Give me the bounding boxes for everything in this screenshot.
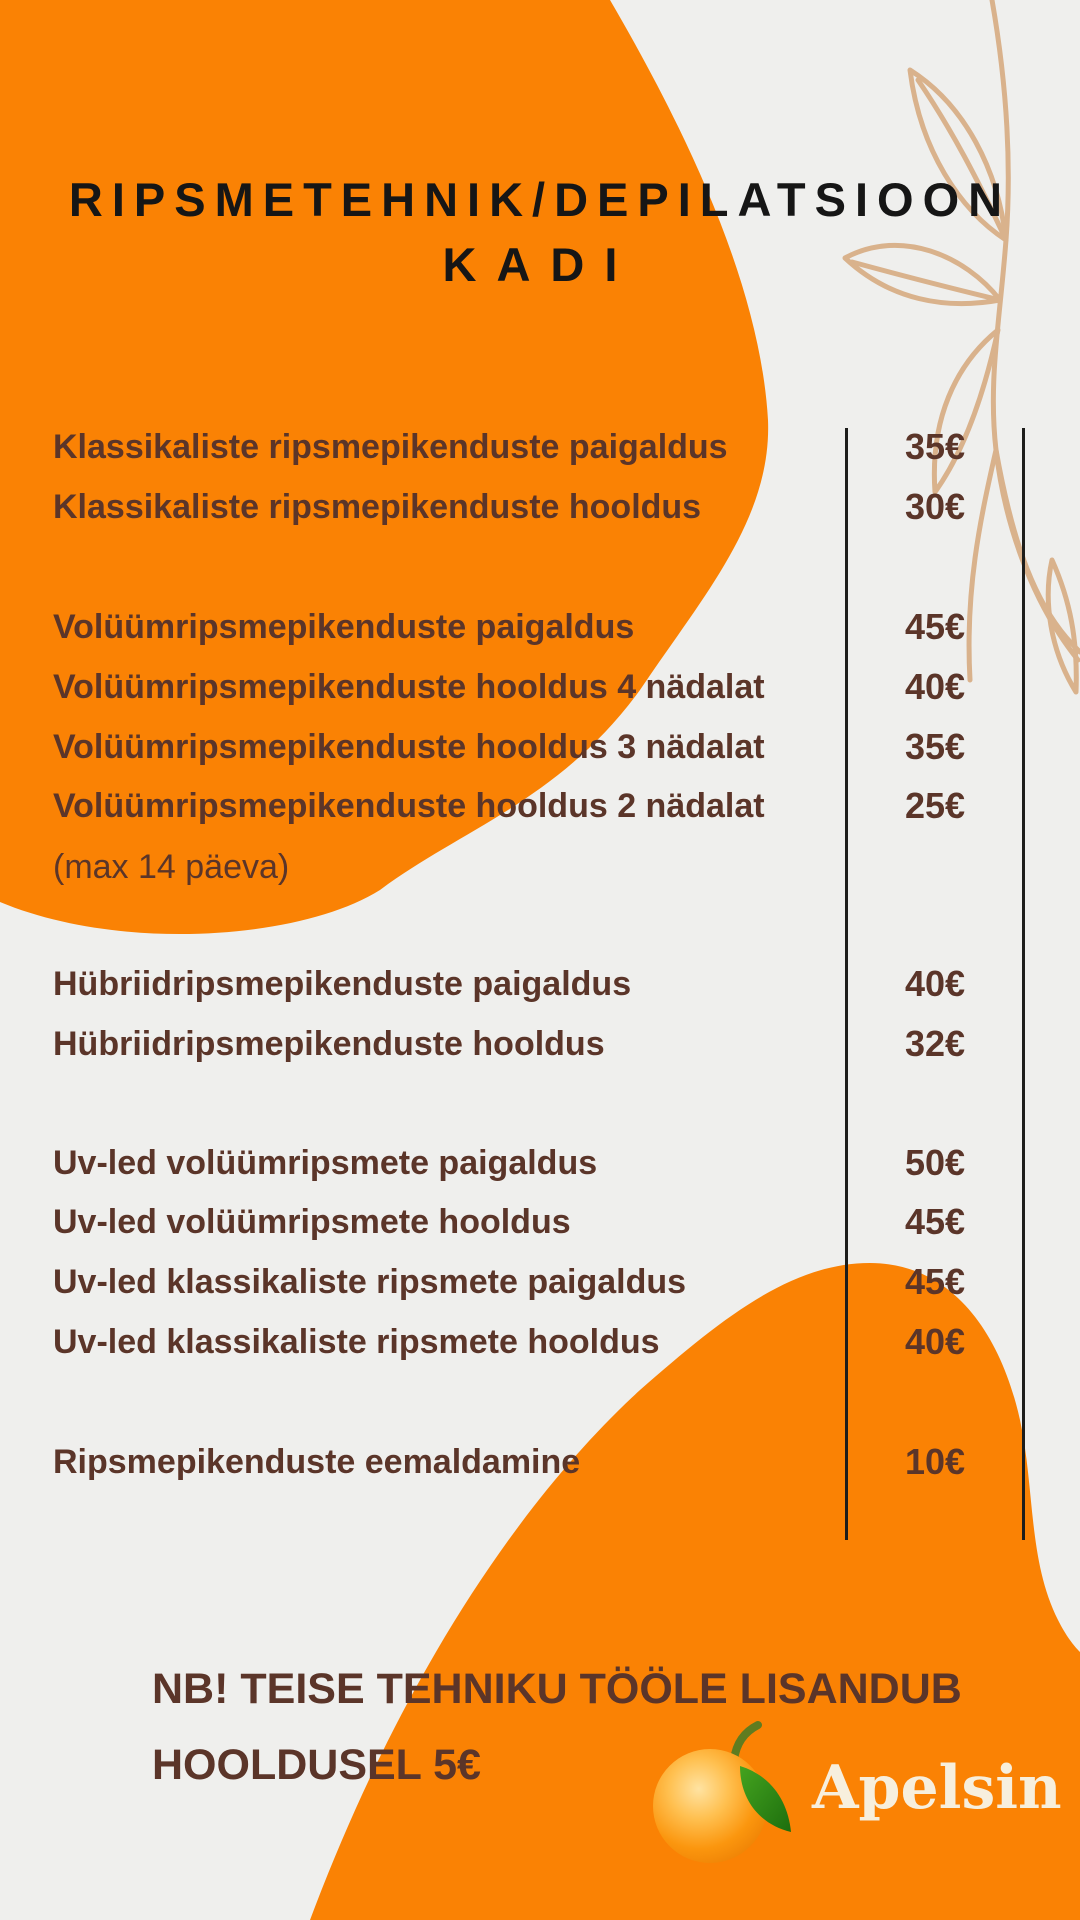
service-price: 50€	[904, 1142, 966, 1183]
service-label: Hübriidripsmepikenduste paigaldus	[53, 965, 632, 1003]
service-label: Volüümripsmepikenduste hooldus 3 nädalat	[53, 728, 765, 766]
service-price: 45€	[904, 1261, 966, 1302]
brand-name: Apelsin	[812, 1753, 1062, 1823]
service-price: 25€	[904, 785, 966, 826]
price-row	[0, 485, 1080, 529]
price-row	[0, 605, 1080, 649]
service-price: 35€	[904, 426, 966, 467]
price-row	[0, 725, 1080, 769]
service-label: Volüümripsmepikenduste hooldus 2 nädalat	[53, 787, 765, 825]
service-price: 40€	[904, 1321, 966, 1362]
price-row	[0, 425, 1080, 469]
footer-note-line-2: HOOLDUSEL 5€	[152, 1741, 481, 1789]
price-row	[0, 962, 1080, 1006]
service-price: 45€	[904, 1201, 966, 1242]
price-row	[0, 1022, 1080, 1066]
service-label: Hübriidripsmepikenduste hooldus	[53, 1025, 605, 1063]
service-label: Volüümripsmepikenduste hooldus 4 nädalat	[53, 668, 765, 706]
service-price: 45€	[904, 606, 966, 647]
service-label: Uv-led klassikaliste ripsmete paigaldus	[53, 1263, 687, 1301]
service-label: Uv-led volüümripsmete hooldus	[53, 1203, 571, 1241]
price-row	[0, 1141, 1080, 1185]
service-label: Uv-led klassikaliste ripsmete hooldus	[53, 1323, 660, 1361]
price-row	[0, 665, 1080, 709]
price-row	[0, 1200, 1080, 1244]
title-line-2: KADI	[442, 238, 638, 291]
service-price: 32€	[904, 1023, 966, 1064]
service-price: 40€	[904, 666, 966, 707]
footer-note-line-1: NB! TEISE TEHNIKU TÖÖLE LISANDUB	[152, 1665, 962, 1713]
service-price: 40€	[904, 963, 966, 1004]
service-label: Uv-led volüümripsmete paigaldus	[53, 1144, 598, 1182]
service-price: 10€	[904, 1441, 966, 1482]
service-price: 35€	[904, 726, 966, 767]
brand-logo	[648, 1718, 1062, 1868]
service-label: Klassikaliste ripsmepikenduste paigaldus	[53, 428, 728, 466]
service-label: Ripsmepikenduste eemaldamine	[53, 1443, 581, 1481]
service-label: Klassikaliste ripsmepikenduste hooldus	[53, 488, 702, 526]
service-price: 30€	[904, 486, 966, 527]
service-label: Volüümripsmepikenduste paigaldus	[53, 608, 635, 646]
orange-fruit-icon	[648, 1718, 798, 1868]
price-row	[0, 1440, 1080, 1484]
price-row	[0, 1320, 1080, 1364]
title-line-1: RIPSMETEHNIK/DEPILATSIOON	[68, 173, 1012, 226]
price-row	[0, 784, 1080, 828]
page-title	[0, 173, 1080, 291]
max-days-note: (max 14 päeva)	[53, 848, 290, 886]
price-row	[0, 1260, 1080, 1304]
